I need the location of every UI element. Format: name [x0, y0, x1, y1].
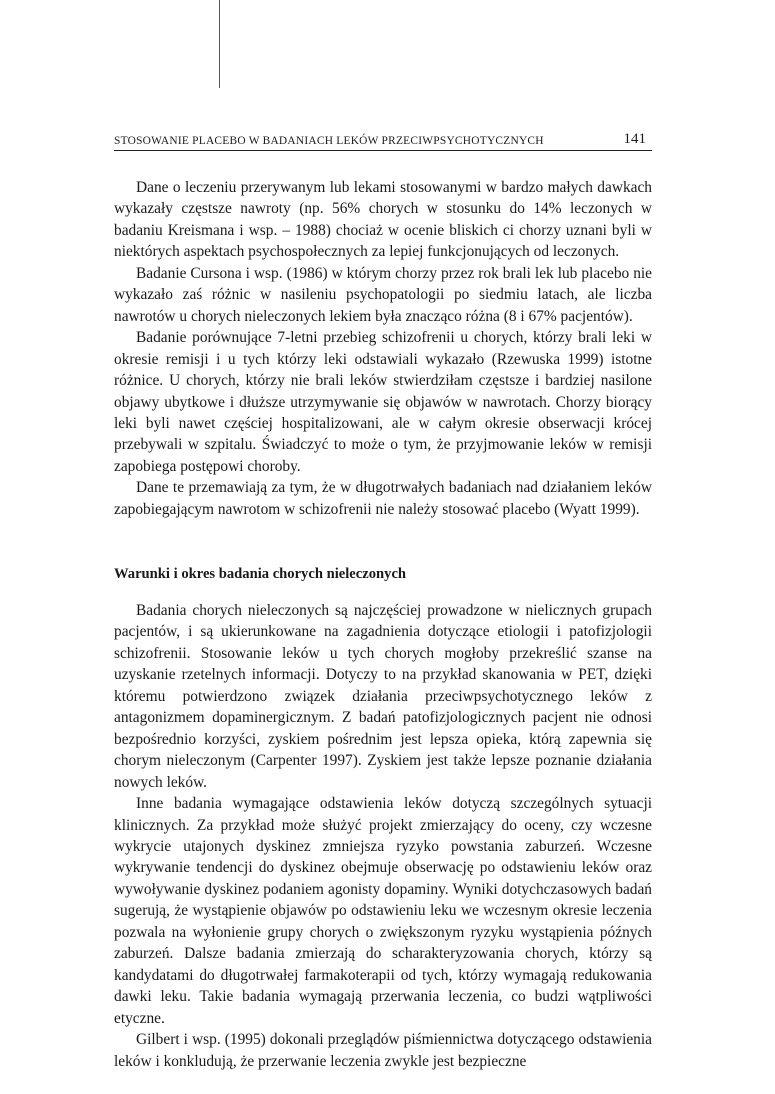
paragraph: Badania chorych nieleczonych są najczęściej prowadzone w nielicznych grupach pacjentów, i są ukierunkowane na zagadnienia dotyczące etiologii i patofizjologii schizofrenii. Stosowanie leków u tych chorych mogłoby przekreślić szanse na uzyskanie rzetelnych informacji. Dotyczy to na przykład skanowania w PET, dzięki któremu potwierdzono związek działania przeciwpsychotycznego leków z antagonizmem dopaminergicznym. Z badań patofizjologicznych pacjent nie odnosi bezpośrednio korzyści, zyskiem pośrednim jest lepsza opieka, którą zapewnia się chorym nieleczonym (Carpenter 1997). Zyskiem jest także lepsze poznanie działania nowych leków. [114, 602, 652, 791]
paragraph: Gilbert i wsp. (1995) dokonali przeglądów piśmiennictwa dotyczącego odstawienia leków i konkludują, że przerwanie leczenia zwykle jest bezpieczne [114, 1031, 652, 1070]
section-heading: Warunki i okres badania chorych nieleczonych [114, 566, 407, 582]
paragraph: Dane o leczeniu przerywanym lub lekami stosowanymi w bardzo małych dawkach wykazały częstsze nawroty (np. 56% chorych w stosunku do 14% leczonych w badaniu Kreismana i wsp. – 1988) chociaż w ocenie bliskich ci chorzy uznani byli w niektórych aspektach psychospołecznych za lepiej funkcjonujących od leczonych. [114, 179, 652, 261]
paragraph: Dane te przemawiają za tym, że w długotrwałych badaniach nad działaniem leków zapobiegającym nawrotom w schizofrenii nie należy stosować placebo (Wyatt 1999). [114, 479, 652, 518]
header-rule [114, 150, 652, 151]
paragraph: Inne badania wymagające odstawienia leków dotyczą szczególnych sytuacji klinicznych. Za przykład może służyć projekt zmierzający do oceny, czy wczesne wykrycie utajonych dyskinez zmniejsza ryzyko powstania zaburzeń. Wczesne wykrywanie tendencji do dyskinez obejmuje obserwację po odstawieniu leków oraz wywoływanie dyskinez podaniem agonisty dopaminy. Wyniki dotychczasowych badań sugerują, że wystąpienie objawów po odstawieniu leku we wczesnym okresie leczenia pozwala na wyłonienie grupy chorych o zwiększonym ryzyku wystąpienia późnych zaburzeń. Dalsze badania zmierzają do scharakteryzowania chorych, którzy są kandydatami do długotrwałej farmakoterapii od tych, którzy wymagają redukowania dawki leku. Takie badania wymagają przerwania leczenia, co budzi wątpliwości etyczne. [114, 795, 652, 1027]
running-head [114, 130, 652, 150]
scan-margin-line [219, 0, 220, 88]
section-1-body [114, 177, 652, 520]
page-number: 141 [623, 131, 646, 147]
paragraph: Badanie Cursona i wsp. (1986) w którym chorzy przez rok brali lek lub placebo nie wykazało zaś różnic w nasileniu psychopatologii po siedmiu latach, ale liczba nawrotów u chorych nieleczonych lekiem była znacząco różna (8 i 67% pacjentów). [114, 264, 652, 325]
paragraph: Badanie porównujące 7-letni przebieg schizofrenii u chorych, którzy brali leki w okresie remisji i u tych którzy leki odstawiali wykazało (Rzewuska 1999) istotne różnice. U chorych, którzy nie brali leków stwierdziłam częstsze i bardziej nasilone objawy ubytkowe i dłuższe utrzymywanie się objawów w nawrotach. Chorzy biorący leki byli nawet częściej hospitalizowani, ale w całym okresie obserwacji krócej przebywali w szpitalu. Świadczyć to może o tym, że przyjmowanie leków w remisji zapobiega postępowi choroby. [114, 329, 652, 475]
section-2-body [114, 600, 652, 1072]
running-head-title: STOSOWANIE PLACEBO W BADANIACH LEKÓW PRZECIWPSYCHOTYCZNYCH [114, 135, 544, 147]
